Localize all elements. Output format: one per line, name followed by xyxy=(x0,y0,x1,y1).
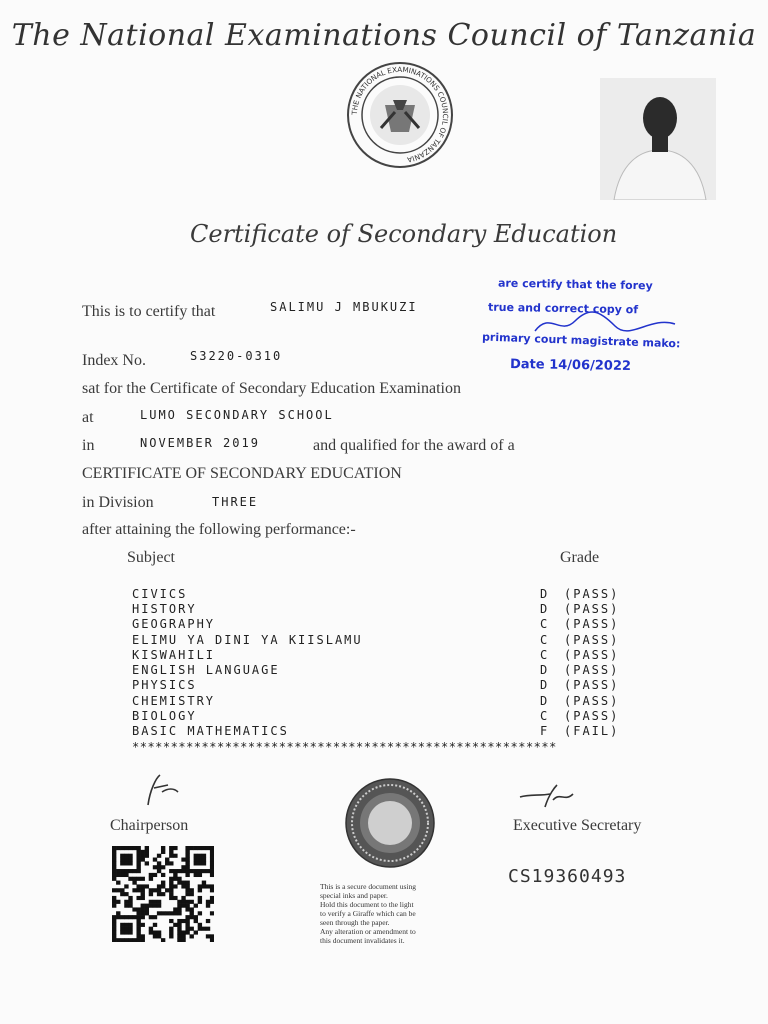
subject-row xyxy=(132,693,634,708)
grade-header: Grade xyxy=(560,549,600,566)
subject-grade: F xyxy=(540,724,550,739)
subject-name: HISTORY xyxy=(132,601,197,616)
separator-line: ******************************************************* xyxy=(132,740,557,754)
chairperson-signature-icon xyxy=(138,770,188,810)
executive-secretary-label: Executive Secretary xyxy=(513,817,642,834)
subject-name: PHYSICS xyxy=(132,678,197,693)
subject-row xyxy=(132,724,634,739)
subject-grade: C xyxy=(540,632,550,647)
subject-remark: (PASS) xyxy=(564,693,620,708)
subject-grade: C xyxy=(540,647,550,662)
subject-name: ENGLISH LANGUAGE xyxy=(132,663,280,678)
subject-name: BASIC MATHEMATICS xyxy=(132,724,289,739)
hologram-seal-icon xyxy=(343,778,438,868)
subject-grade: D xyxy=(540,586,550,601)
executive-signature-icon xyxy=(515,782,605,812)
subject-row xyxy=(132,601,634,616)
serial-number: CS19360493 xyxy=(508,866,627,887)
subject-remark: (PASS) xyxy=(564,632,620,647)
at-label: at xyxy=(82,409,94,426)
security-note-line: to verify a Giraffe which can be xyxy=(320,909,416,918)
qr-code-icon[interactable] xyxy=(112,846,214,942)
certificate-title: Certificate of Secondary Education xyxy=(190,220,618,248)
subject-header: Subject xyxy=(127,549,175,566)
security-note-line: this document invalidates it. xyxy=(320,936,405,945)
award-text: CERTIFICATE OF SECONDARY EDUCATION xyxy=(82,465,402,482)
subject-row xyxy=(132,678,634,693)
index-label: Index No. xyxy=(82,352,146,369)
subject-row xyxy=(132,586,634,601)
subject-remark: (FAIL) xyxy=(564,724,620,739)
stamp-line-2: true and correct copy of xyxy=(487,300,639,317)
seal-text: THE NATIONAL EXAMINATIONS COUNCIL OF TANZANIA xyxy=(349,64,451,165)
division-value: THREE xyxy=(212,495,259,509)
security-note-line: special inks and paper. xyxy=(320,891,388,900)
security-note-line: This is a secure document using xyxy=(320,882,417,891)
subject-row xyxy=(132,617,634,632)
subject-row xyxy=(132,647,634,662)
subject-row xyxy=(132,632,634,647)
subject-grade: D xyxy=(540,601,550,616)
chairperson-label: Chairperson xyxy=(110,817,189,834)
subject-remark: (PASS) xyxy=(564,601,620,616)
candidate-name: SALIMU J MBUKUZI xyxy=(270,300,418,314)
stamp-line-1: are certify that the forey xyxy=(497,276,653,293)
subject-name: CHEMISTRY xyxy=(132,693,216,708)
candidate-photo xyxy=(600,78,716,200)
qualified-text: and qualified for the award of a xyxy=(313,437,515,454)
subject-remark: (PASS) xyxy=(564,678,620,693)
subject-remark: (PASS) xyxy=(564,647,620,662)
school-name: LUMO SECONDARY SCHOOL xyxy=(140,408,334,422)
stamp-signature-icon xyxy=(530,306,680,340)
performance-text: after attaining the following performance:- xyxy=(82,521,356,538)
subject-name: KISWAHILI xyxy=(132,647,216,662)
subject-remark: (PASS) xyxy=(564,663,620,678)
subjects-table xyxy=(132,586,634,739)
subject-name: ELIMU YA DINI YA KIISLAMU xyxy=(132,632,363,647)
sat-text: sat for the Certificate of Secondary Education Examination xyxy=(82,380,461,397)
person-photo-icon xyxy=(600,78,716,200)
council-seal xyxy=(345,60,455,170)
subject-grade: D xyxy=(540,678,550,693)
exam-date: NOVEMBER 2019 xyxy=(140,436,260,450)
security-note-line: seen through the paper. xyxy=(320,918,390,927)
subject-remark: (PASS) xyxy=(564,617,620,632)
subject-row xyxy=(132,662,634,677)
seal-icon xyxy=(345,60,455,170)
stamp-line-3: primary court magistrate mako: xyxy=(481,330,681,351)
index-number: S3220-0310 xyxy=(190,349,283,363)
subject-remark: (PASS) xyxy=(564,586,620,601)
subject-name: BIOLOGY xyxy=(132,709,197,724)
subject-grade: D xyxy=(540,693,550,708)
subject-grade: C xyxy=(540,617,550,632)
subject-grade: C xyxy=(540,709,550,724)
subject-name: CIVICS xyxy=(132,586,188,601)
certify-label: This is to certify that xyxy=(82,303,216,320)
in-label: in xyxy=(82,437,95,454)
subject-remark: (PASS) xyxy=(564,709,620,724)
security-note-line: Any alteration or amendment to xyxy=(320,927,416,936)
subject-grade: D xyxy=(540,663,550,678)
subject-row xyxy=(132,708,634,723)
security-note-line: Hold this document to the light xyxy=(320,900,414,909)
stamp-line-4: Date 14/06/2022 xyxy=(509,356,632,375)
council-title: The National Examinations Council of Tanzania xyxy=(11,18,757,53)
division-label: in Division xyxy=(82,494,154,511)
certified-copy-stamp xyxy=(470,270,720,380)
security-note xyxy=(320,882,465,945)
subject-name: GEOGRAPHY xyxy=(132,617,216,632)
